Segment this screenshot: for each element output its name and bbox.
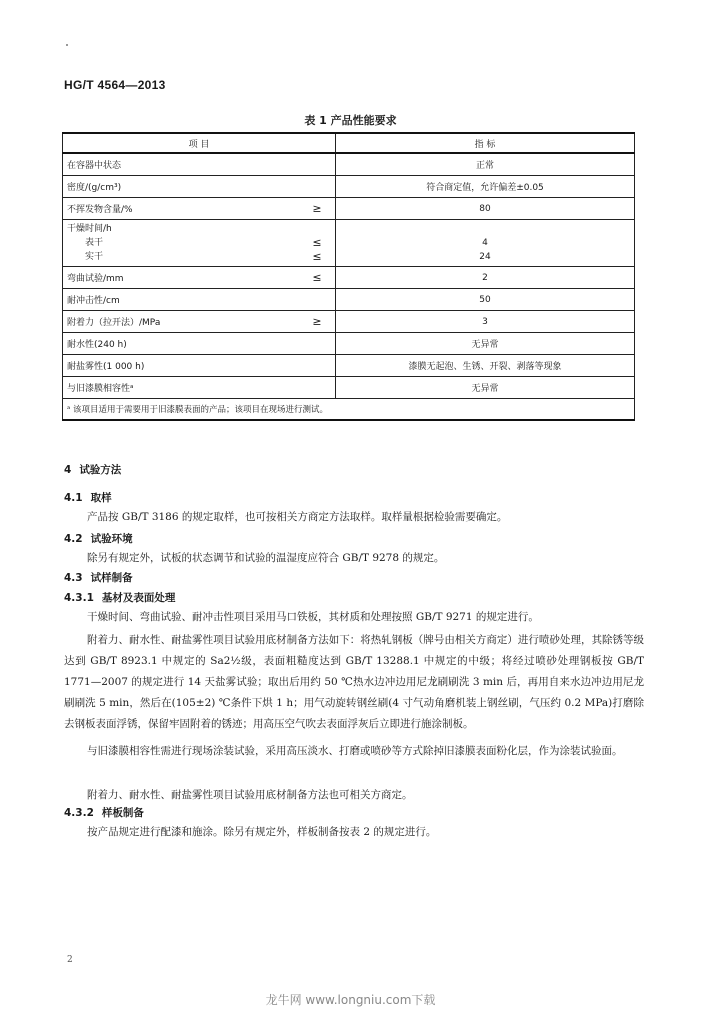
drying-surface-op: ≤ (312, 236, 322, 249)
paragraph-4-3-2: 按产品规定进行配漆和施涂。除另有规定外，样板制备按表 2 的规定进行。 (87, 826, 437, 838)
standard-code: HG/T 4564—2013 (64, 78, 166, 92)
section-number: 4.3 (64, 572, 83, 584)
paragraph-4-2: 除另有规定外，试板的状态调节和试验的温湿度应符合 GB/T 9278 的规定。 (87, 552, 445, 564)
section-4-3-2-heading (64, 805, 144, 820)
drying-hard-label: 实干 (85, 252, 104, 262)
section-number: 4.2 (64, 533, 83, 545)
paragraph-4-1: 产品按 GB/T 3186 的规定取样，也可按相关方商定方法取样。取样量根据检验需要确定。 (87, 511, 508, 523)
paragraph-4-3-1-b: 附着力、耐水性、耐盐雾性项目试验用底材制备方法如下：将热轧钢板（牌号由相关方商定）进行喷砂处理，其除锈等级达到 GB/T 8923.1 中规定的 Sa2½级，表面粗糙度达到 GB/T 13288.1 中规定的中级；将经过喷砂处理钢板按 GB/T 1771—2007 的规定进行 14 天盐雾试验；取出后用约 50 ℃热水边冲边用尼龙刷刷洗 3 min 后，再用自来水边冲边用尼龙刷刷洗 5 min，然后在(105±2) ℃条件下烘 1 h；用气动旋转钢丝刷(4 寸气动角磨机装上钢丝刷，气压约 0.2 MPa)打磨除去钢板表面浮锈，保留牢固附着的锈迹；用高压空气吹去表面浮灰后立即进行施涂制板。 (64, 634, 644, 730)
scan-speck (66, 44, 68, 46)
row-item: 耐盐雾性(1 000 h) (63, 355, 300, 377)
row-value: 80 (336, 198, 635, 220)
row-item: 密度/(g/cm³) (63, 176, 300, 198)
row-item: 附着力（拉开法）/MPa (63, 311, 300, 333)
section-4-3-1-heading (64, 590, 175, 605)
row-item: 在容器中状态 (63, 153, 300, 176)
row-op (299, 355, 336, 377)
row-op: ≥ (299, 198, 336, 220)
table-row (63, 377, 635, 399)
section-title: 试验方法 (79, 464, 122, 476)
row-item: 耐水性(240 h) (63, 333, 300, 355)
section-title: 样板制备 (101, 807, 144, 819)
row-value: 50 (336, 289, 635, 311)
row-item: 弯曲试验/mm (63, 267, 300, 289)
row-op: ≤ (299, 267, 336, 289)
table-row (63, 311, 635, 333)
col-header-item: 项 目 (63, 133, 336, 153)
row-op (299, 153, 336, 176)
section-4-1-heading (64, 490, 112, 505)
paragraph-4-3-1-d: 附着力、耐水性、耐盐雾性项目试验用底材制备方法也可相关方商定。 (87, 789, 413, 801)
drying-time-label: 干燥时间/h (67, 224, 112, 234)
section-4-heading (64, 462, 121, 477)
table-row (63, 198, 635, 220)
row-item: 耐冲击性/cm (63, 289, 300, 311)
row-op: ≥ (299, 311, 336, 333)
row-op (299, 220, 336, 267)
table-row (63, 355, 635, 377)
table-footnote: ᵃ 该项目适用于需要用于旧漆膜表面的产品；该项目在现场进行测试。 (63, 399, 635, 421)
table-row (63, 267, 635, 289)
row-value: 符合商定值，允许偏差±0.05 (336, 176, 635, 198)
page-number: 2 (67, 955, 73, 965)
drying-surface-value: 4 (482, 238, 488, 248)
table-row (63, 153, 635, 176)
row-value: 漆膜无起泡、生锈、开裂、剥落等现象 (336, 355, 635, 377)
row-op (299, 289, 336, 311)
row-value: 2 (336, 267, 635, 289)
row-item: 不挥发物含量/% (63, 198, 300, 220)
download-watermark: 龙牛网 www.longniu.com下载 (265, 993, 436, 1007)
section-4-3-heading (64, 570, 133, 585)
table-header-row (63, 133, 635, 153)
drying-surface-label: 表干 (85, 238, 104, 248)
paragraph-4-3-1-a: 干燥时间、弯曲试验、耐冲击性项目采用马口铁板，其材质和处理按照 GB/T 9271 的规定进行。 (87, 611, 539, 623)
section-number: 4.1 (64, 492, 83, 504)
table-row-drying-time (63, 220, 635, 267)
drying-hard-value: 24 (479, 252, 491, 262)
row-value: 3 (336, 311, 635, 333)
section-title: 试样制备 (90, 572, 133, 584)
row-value (336, 220, 635, 267)
section-number: 4 (64, 464, 72, 476)
table-row (63, 289, 635, 311)
row-value: 无异常 (336, 333, 635, 355)
drying-hard-op: ≤ (312, 250, 322, 263)
section-number: 4.3.2 (64, 807, 94, 819)
row-value: 正常 (336, 153, 635, 176)
paragraph-4-3-1-c: 与旧漆膜相容性需进行现场涂装试验，采用高压淡水、打磨或喷砂等方式除掉旧漆膜表面粉化层，作为涂装试验面。 (87, 745, 623, 757)
table-row (63, 176, 635, 198)
performance-table (62, 132, 635, 421)
row-value: 无异常 (336, 377, 635, 399)
table-footnote-row (63, 399, 635, 421)
section-number: 4.3.1 (64, 592, 94, 604)
section-4-2-heading (64, 531, 133, 546)
row-item: 与旧漆膜相容性ᵃ (63, 377, 300, 399)
row-op (299, 176, 336, 198)
col-header-value: 指 标 (336, 133, 635, 153)
table-row (63, 333, 635, 355)
section-title: 试验环境 (90, 533, 133, 545)
table-title: 表 1 产品性能要求 (304, 114, 397, 127)
row-op (299, 377, 336, 399)
row-item (63, 220, 300, 267)
section-title: 基材及表面处理 (101, 592, 176, 604)
section-title: 取样 (90, 492, 112, 504)
row-op (299, 333, 336, 355)
